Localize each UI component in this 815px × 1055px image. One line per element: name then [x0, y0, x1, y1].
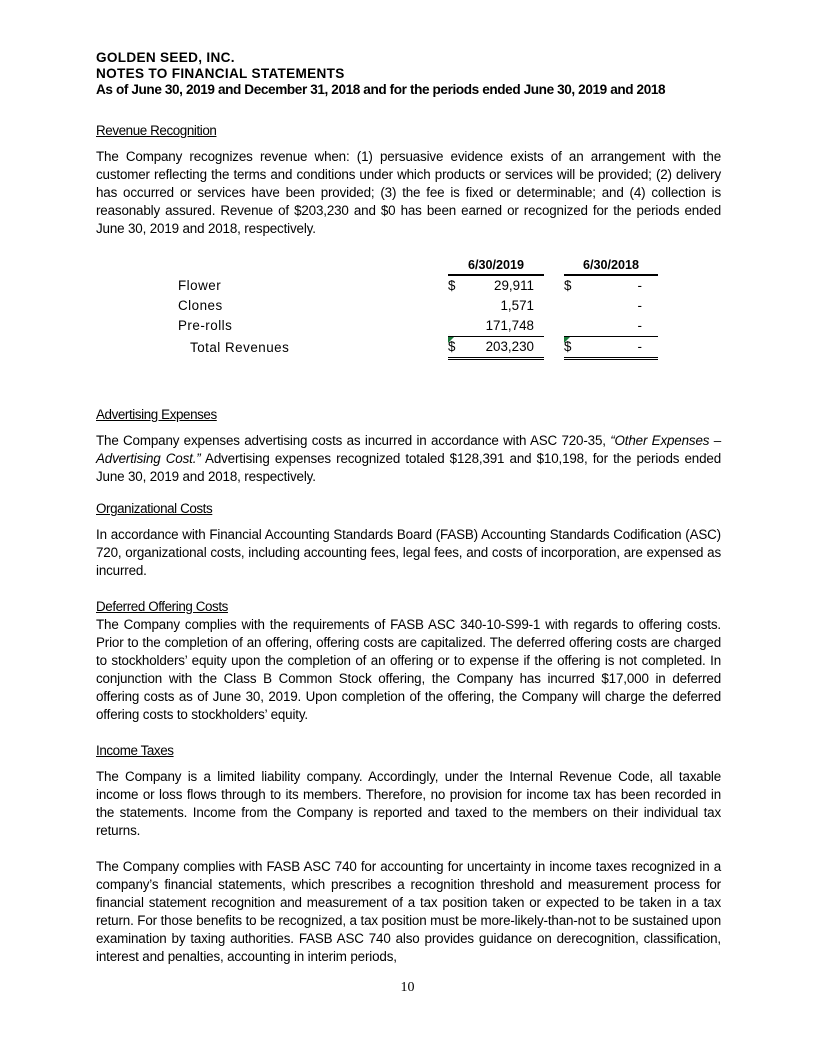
revenue-recognition-heading: Revenue Recognition: [96, 123, 217, 138]
income-taxes-heading: Income Taxes: [96, 743, 174, 758]
income-taxes-text: The Company is a limited liability company. Accordingly, under the Internal Revenue Code, all taxable income or loss flows through to its members. Therefore, no provision for income tax has been recorded in the statements. Income from the Company is reported and taxed to the members on their individual tax returns.: [96, 769, 721, 838]
revenue-recognition-text: The Company recognizes revenue when: (1) persuasive evidence exists of an arrangement with the customer reflecting the terms and conditions under which products or services will be provided; (2) delivery has occurred or services have been provided; (3) the fee is fixed or determinable; and (4) collection is reasonably assured. Revenue of $203,230 and $0 has been earned or recognized for the periods ended June 30, 2019 and 2018, respectively.: [96, 149, 721, 236]
organizational-costs-text: In accordance with Financial Accounting Standards Board (FASB) Accounting Standards Codification (ASC) 720, organizational costs, including accounting fees, legal fees, and costs of incorporation, are expensed as incurred.: [96, 527, 721, 578]
amount-2019: 171,748: [485, 318, 534, 333]
total-currency-2018: $: [564, 337, 584, 359]
currency-symbol: [564, 296, 584, 316]
cell-marker-icon: [564, 337, 570, 343]
currency-symbol: [564, 316, 584, 337]
advertising-text: The Company expenses advertising costs as incurred in accordance with ASC 720-35, “Other Expenses – Advertising Cost.” Advertising expenses recognized totaled $128,391 and $10,198, for the periods ended June 30, 2019 and 2018, respectively.: [96, 433, 721, 484]
company-name: GOLDEN SEED, INC.: [96, 50, 235, 65]
total-amount-2019: 203,230: [470, 337, 544, 359]
total-currency-2019: $: [448, 337, 470, 359]
deferred-offering-section: [96, 598, 721, 724]
income-taxes-uncertainty-text: The Company complies with FASB ASC 740 for accounting for uncertainty in income taxes recognized in a company’s financial statements, which prescribes a recognition threshold and measurement process for financial statement recognition and measurement of a tax position taken or expected to be taken in a tax return. For those benefits to be recognized, a tax position must be more-likely-than-not to be sustained upon examination by taxing authorities. FASB ASC 740 also provides guidance on derecognition, classification, interest and penalties, accounting in interim periods,: [96, 859, 721, 964]
organizational-costs-section: [96, 500, 721, 580]
table-header-row: [178, 255, 658, 275]
amount-2019: 29,911: [494, 278, 534, 293]
amount-2018: -: [637, 298, 642, 313]
total-label: Total Revenues: [190, 339, 290, 355]
row-label: Pre-rolls: [178, 318, 233, 334]
advertising-section: [96, 406, 721, 486]
table-row: [178, 275, 658, 296]
currency-symbol: [448, 316, 470, 337]
column-header-2019: 6/30/2019: [448, 255, 544, 275]
row-label: Clones: [178, 298, 223, 313]
page-number: 10: [400, 980, 415, 995]
total-amount-2018: -: [584, 337, 658, 359]
document-header: [96, 50, 736, 98]
total-row: [178, 337, 658, 359]
currency-symbol: [448, 296, 470, 316]
advertising-heading: Advertising Expenses: [96, 407, 217, 422]
column-header-2018: 6/30/2018: [564, 255, 658, 275]
currency-symbol: $: [448, 278, 456, 293]
period-subtitle: As of June 30, 2019 and December 31, 2018 and for the periods ended June 30, 2019 and 2018: [96, 82, 666, 97]
amount-2019: 1,571: [500, 298, 534, 313]
table-row: [178, 296, 658, 316]
currency-symbol: $: [564, 278, 572, 293]
table-row: [178, 316, 658, 337]
deferred-offering-text: The Company complies with the requirements of FASB ASC 340-10-S99-1 with regards to offering costs. Prior to the completion of an offering, offering costs are capitalized. The deferred offering costs are charged to stockholders’ equity upon the completion of an offering or to expense if the offering is not completed. In conjunction with the Class B Common Stock offering, the Company has incurred $17,000 in deferred offering costs as of June 30, 2019. Upon completion of the offering, the Company will charge the deferred offering costs to stockholders’ equity.: [96, 617, 721, 722]
amount-2018: -: [637, 318, 642, 333]
revenue-table: [178, 255, 658, 360]
cell-marker-icon: [448, 337, 454, 343]
income-taxes-section: [96, 742, 721, 966]
revenue-recognition-section: [96, 122, 721, 238]
deferred-offering-heading: Deferred Offering Costs: [96, 599, 228, 614]
organizational-costs-heading: Organizational Costs: [96, 501, 213, 516]
document-title: NOTES TO FINANCIAL STATEMENTS: [96, 66, 345, 81]
amount-2018: -: [637, 278, 642, 293]
row-label: Flower: [178, 277, 222, 293]
